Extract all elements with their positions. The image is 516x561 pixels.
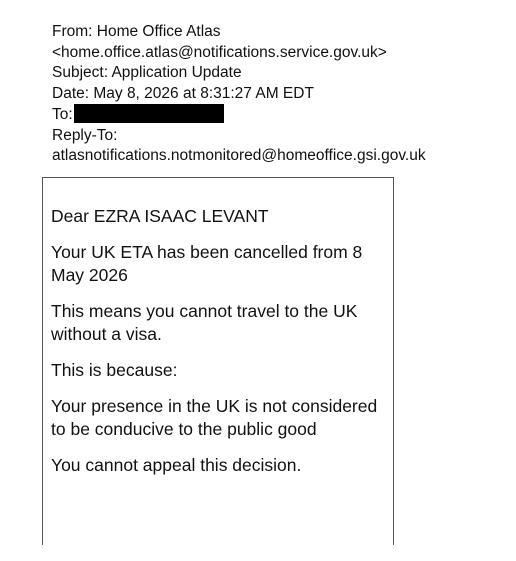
cancellation-notice: Your UK ETA has been cancelled from 8 May 2026 [51,242,363,285]
email-header [52,22,512,167]
redacted-recipient [74,104,224,123]
appeal-notice: You cannot appeal this decision. [51,455,302,475]
message-text [51,205,391,490]
reply-to-address[interactable]: atlasnotifications.notmonitored@homeoffice.gsi.gov.uk [52,147,426,164]
to-label: To: [52,106,73,123]
reason-intro: This is because: [51,360,178,380]
greeting: Dear EZRA ISAAC LEVANT [51,206,269,226]
reason-text: Your presence in the UK is not considered to be conducive to the public good [51,396,378,439]
reply-to-label: Reply-To: [52,126,118,144]
subject-line: Subject: Application Update [52,64,242,81]
visa-notice: This means you cannot travel to the UK without a visa. [51,301,358,344]
from-line: From: Home Office Atlas [52,23,221,40]
date-line: Date: May 8, 2026 at 8:31:27 AM EDT [52,84,314,102]
message-body [42,177,394,545]
from-email[interactable]: <home.office.atlas@notifications.service.gov.uk> [52,43,387,61]
to-line [52,104,512,126]
